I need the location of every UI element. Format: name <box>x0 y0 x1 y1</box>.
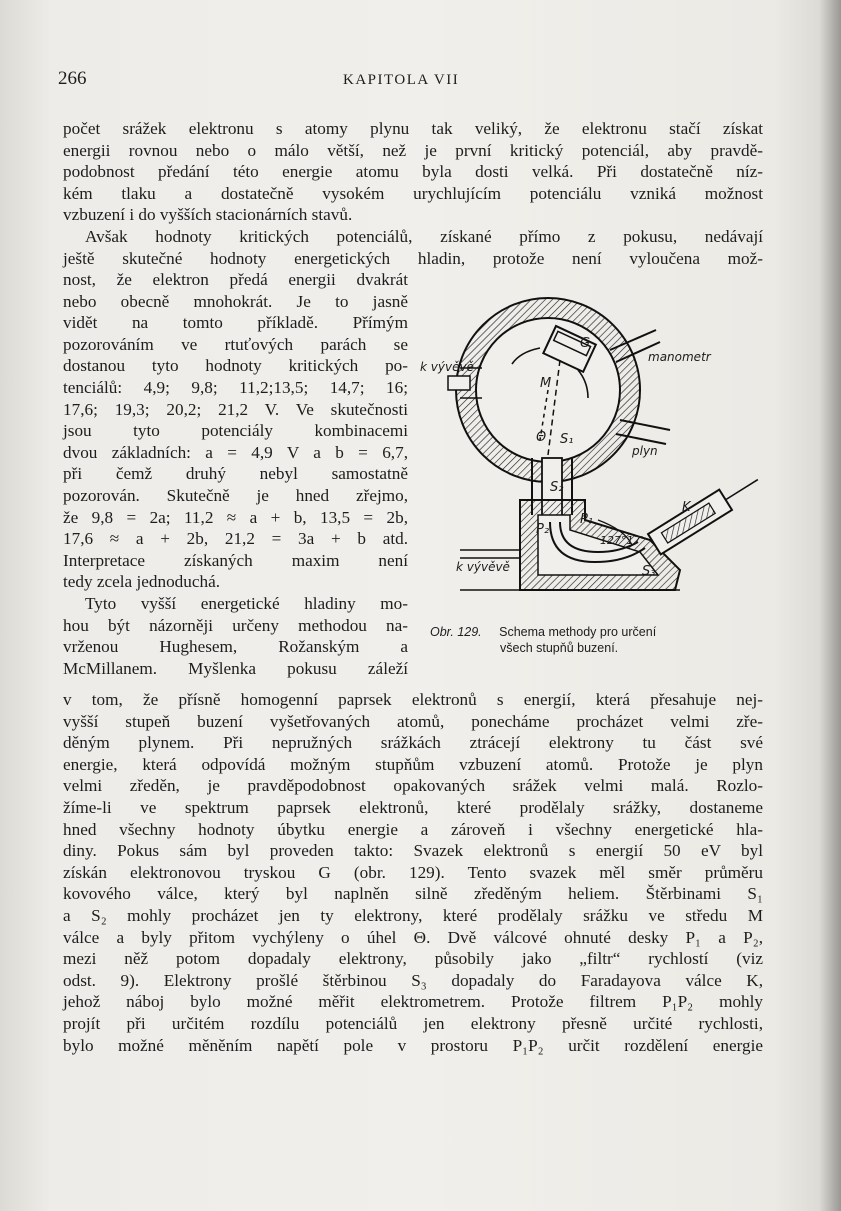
text-line: děným plynem. Při nepružných srážkách ztrácejí elektrony tu část své <box>63 733 763 753</box>
text-line: že 9,8 = 2a; 11,2 ≈ a + b, 13,5 = 2b, <box>63 507 408 527</box>
pump-tube-left <box>448 376 470 390</box>
running-header <box>58 68 758 98</box>
text-line: diny. Pokus sám byl proveden takto: Svazek elektronů s energií 50 eV byl <box>63 841 763 861</box>
text-line: velmi zředěn, je pravděpodobnost opakovaných srážek velmi malá. Rozlo- <box>63 776 763 796</box>
text-line: Interpretace získaných maxim není <box>63 550 408 570</box>
body-text-narrow <box>63 269 408 679</box>
label-slit-s3: S₃ <box>642 564 656 579</box>
text-line: Avšak hodnoty kritických potenciálů, získané přímo z pokusu, nedávají <box>85 226 763 246</box>
label-theta: Θ <box>536 430 547 445</box>
text-line: 17,6; 19,3; 20,2; 21,2 V. Ve skutečnosti <box>63 399 408 419</box>
label-gun-g: G <box>580 336 591 351</box>
text-line: vrženou Hughesem, Rožanským a <box>63 637 408 657</box>
label-gas: plyn <box>632 444 658 458</box>
label-manometer: manometr <box>648 350 711 364</box>
text-line: získán elektronovou tryskou G (obr. 129). Tento svazek měl směr průměru <box>63 862 763 882</box>
text-line: žíme-li ve spektrum paprsek elektronů, které prodělaly srážky, dostaneme <box>63 797 763 817</box>
label-pump-top: k vývěvě <box>420 360 474 374</box>
text-line: vidět na tomto příkladě. Přímým <box>63 313 408 333</box>
label-cup-k: K <box>682 500 691 515</box>
text-line: energii rovnou nebo o málo větší, než je první kritický potenciál, aby pravdě- <box>63 140 763 160</box>
text-line: tedy zcela jednoduchá. <box>63 572 220 592</box>
page-number: 266 <box>58 68 87 89</box>
text-line: pozorován. Skutečně je hned zřejmo, <box>63 485 408 505</box>
text-line: počet srážek elektronu s atomy plynu tak veliký, že elektronu stačí získat <box>63 119 763 138</box>
caption-text-1: Schema methody pro určení <box>499 625 657 639</box>
text-line: hou být názorněji určeny methodou na- <box>63 615 408 635</box>
figure-129 <box>420 290 760 630</box>
text-line: dvou základních: a = 4,9 V a b = 6,7, <box>63 442 408 462</box>
text-line: dostanou tyto hodnoty kritických po- <box>63 356 408 376</box>
text-line: nost, že elektron předá energii dvakrát <box>63 270 408 289</box>
text-line: nebo obecně mnohokrát. Je to jasně <box>63 291 408 311</box>
text-line: McMillanem. Myšlenka pokusu záleží <box>63 658 408 678</box>
text-line: hned všechny hodnoty úbytku energie a zároveň i všechny energetické hla- <box>63 819 763 839</box>
faraday-cup <box>648 469 760 554</box>
text-line: při čemž druhý nebyl samostatně <box>63 464 408 484</box>
label-slit-s2: S₂ <box>550 480 564 495</box>
text-line: podobnost předání této energie atomu byla dosti velká. Při dostatečně níz- <box>63 162 763 182</box>
text-line: 17,6 ≈ a + 2b, 21,2 = 3a + b atd. <box>63 529 408 549</box>
label-slit-s1: S₁ <box>560 432 574 447</box>
text-line: mezi něž potom dopadaly elektrony, působily jako „filtr“ rychlostí (viz <box>63 949 763 969</box>
text-line: jsou tyto potenciály kombinacemi <box>63 421 408 441</box>
text-line: ještě skutečné hodnoty energetických hladin, protože není vyloučena mož- <box>63 248 763 268</box>
text-line: pozorováním ve rtuťových parách se <box>63 334 408 354</box>
label-pump-bottom: k vývěvě <box>456 560 510 574</box>
text-line: kém tlaku a dostatečně vysokém urychlujícím potenciálu vzniká možnost <box>63 183 763 203</box>
label-plate-p1: P₁ <box>580 512 594 527</box>
label-plate-p2: P₂ <box>536 522 550 537</box>
text-line: Tyto vyšší energetické hladiny mo- <box>85 593 408 613</box>
text-line: kovového válce, který byl naplněn silně zředěným heliem. Štěrbinami S₁ <box>63 884 763 904</box>
text-line: jehož náboj bylo možné měřit elektrometrem. Protože filtrem P₁P₂ mohly <box>63 992 763 1012</box>
chapter-title: KAPITOLA VII <box>343 72 460 88</box>
text-line: bylo možné měněním napětí pole v prostoru P₁P₂ určit rozdělení energie <box>63 1035 763 1055</box>
text-line: tenciálů: 4,9; 9,8; 11,2;13,5; 14,7; 16; <box>63 377 408 397</box>
text-line: vzbuzení i do vyšších stacionárních stavů. <box>63 205 353 225</box>
text-line: válce a byly přitom vychýleny o úhel Θ. Dvě válcové ohnuté desky P₁ a P₂, <box>63 927 763 947</box>
caption-number: Obr. 129. <box>430 625 482 639</box>
text-line: vyšší stupeň buzení vyšetřovaných atomů, ponecháme procházet velmi zře- <box>63 711 763 731</box>
label-center-m: M <box>540 376 552 391</box>
page-edge-shadow <box>819 0 841 1211</box>
text-line: v tom, že přísně homogenní paprsek elektronů s energií, která přesahuje nej- <box>63 690 763 709</box>
label-angle: 127°17' <box>600 534 644 547</box>
body-text-top <box>63 118 763 269</box>
text-line: projít při určitém rozdílu potenciálů jen elektrony přesně určité rychlosti, <box>63 1013 763 1033</box>
text-line: odst. 9). Elektrony prošlé štěrbinou S₃ dopadaly do Faradayova válce K, <box>63 970 763 990</box>
body-text-bottom <box>63 689 763 1056</box>
text-line: energie, která odpovídá možným stupňům vzbuzení atomů. Protože je plyn <box>63 754 763 774</box>
caption-text-2: všech stupňů buzení. <box>500 641 619 655</box>
figure-caption <box>430 624 770 656</box>
text-line: a S₂ mohly procházet jen ty elektrony, které prodělaly srážku ve středu M <box>63 905 763 925</box>
